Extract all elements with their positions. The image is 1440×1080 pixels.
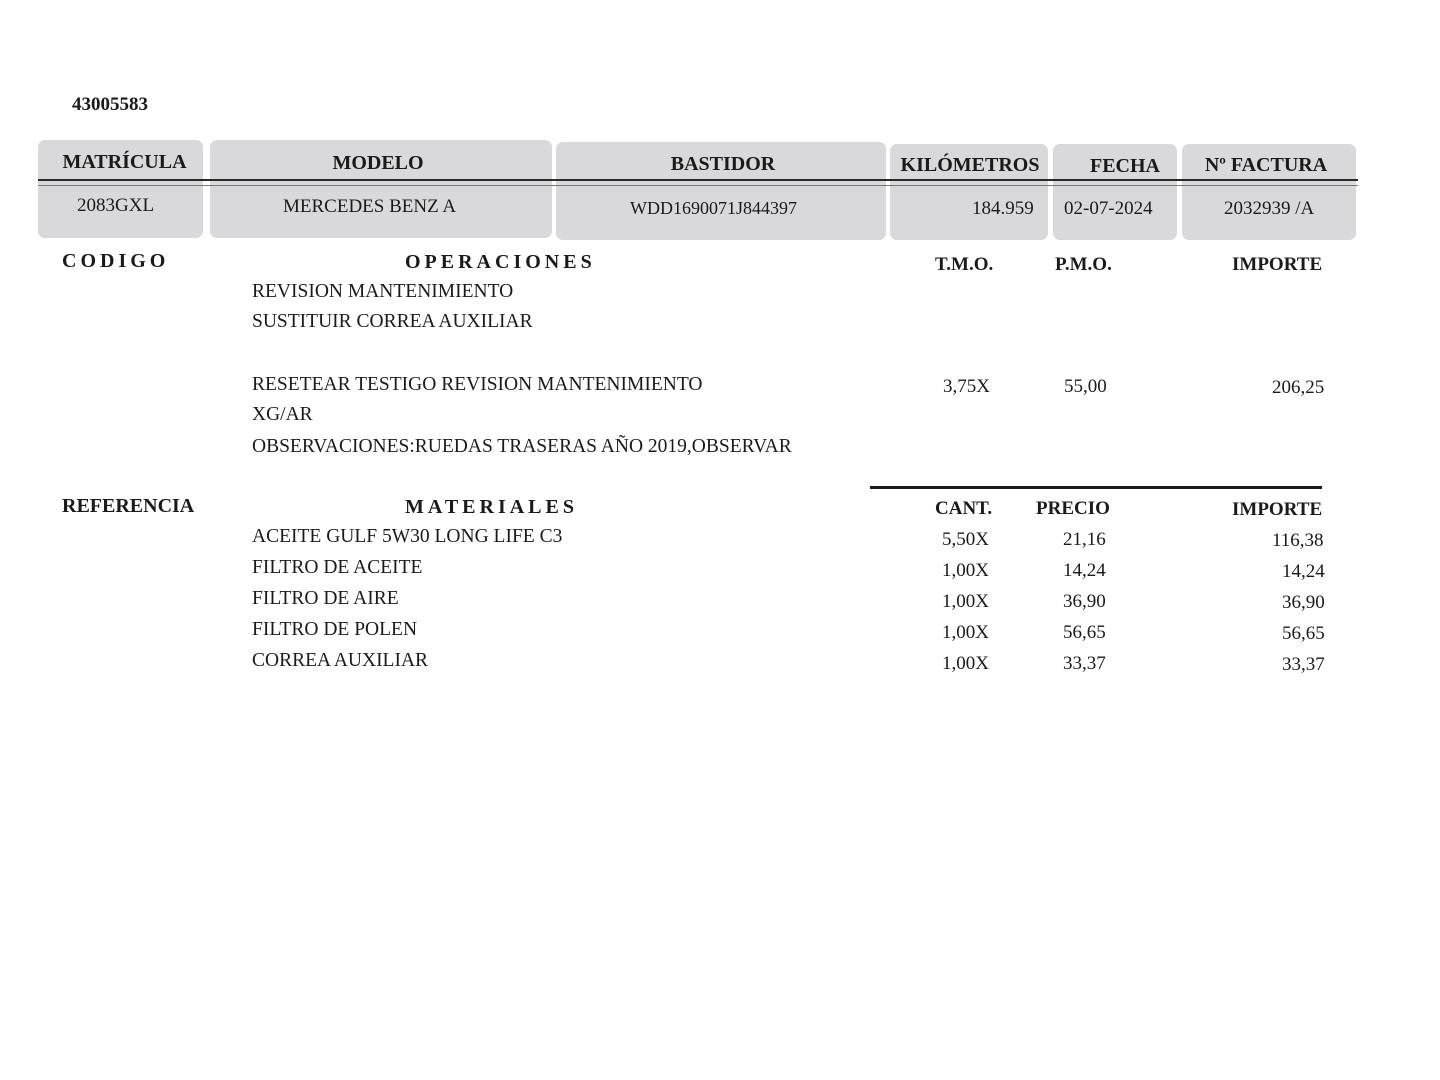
material-desc: CORREA AUXILIAR bbox=[252, 650, 429, 671]
bastidor-label: BASTIDOR bbox=[670, 153, 776, 175]
material-precio: 36,90 bbox=[1063, 591, 1106, 612]
operaciones-heading: OPERACIONES bbox=[405, 251, 596, 273]
material-precio: 14,24 bbox=[1063, 560, 1106, 581]
operations-importe-heading: IMPORTE bbox=[1232, 254, 1323, 275]
modelo-value: MERCEDES BENZ A bbox=[283, 196, 457, 217]
header-divider-bottom bbox=[38, 185, 1358, 186]
materiales-heading: MATERIALES bbox=[405, 496, 578, 518]
materials-divider bbox=[870, 486, 1322, 489]
material-desc: FILTRO DE POLEN bbox=[252, 619, 418, 640]
material-importe: 56,65 bbox=[1282, 623, 1325, 644]
header-divider-top bbox=[38, 179, 1358, 181]
material-desc: FILTRO DE AIRE bbox=[252, 588, 399, 609]
operation-line: SUSTITUIR CORREA AUXILIAR bbox=[252, 311, 533, 332]
material-precio: 33,37 bbox=[1063, 653, 1106, 674]
document-number: 43005583 bbox=[72, 94, 148, 115]
matricula-value: 2083GXL bbox=[77, 195, 155, 216]
kilometros-value: 184.959 bbox=[972, 198, 1034, 219]
material-desc: FILTRO DE ACEITE bbox=[252, 557, 423, 578]
material-precio: 21,16 bbox=[1063, 529, 1106, 550]
cant-heading: CANT. bbox=[935, 498, 993, 519]
fecha-label: FECHA bbox=[1090, 155, 1160, 177]
material-importe: 36,90 bbox=[1282, 592, 1325, 613]
materials-importe-heading: IMPORTE bbox=[1232, 499, 1323, 520]
material-importe: 33,37 bbox=[1282, 654, 1325, 675]
kilometros-label: KILÓMETROS bbox=[900, 154, 1040, 176]
operation-pmo: 55,00 bbox=[1064, 376, 1107, 397]
bastidor-value: WDD1690071J844397 bbox=[630, 198, 797, 218]
material-precio: 56,65 bbox=[1063, 622, 1106, 643]
referencia-heading: REFERENCIA bbox=[62, 495, 195, 517]
material-desc: ACEITE GULF 5W30 LONG LIFE C3 bbox=[252, 526, 563, 547]
tmo-heading: T.M.O. bbox=[935, 254, 994, 275]
material-importe: 116,38 bbox=[1272, 530, 1324, 551]
operation-importe: 206,25 bbox=[1272, 377, 1325, 398]
operation-line: RESETEAR TESTIGO REVISION MANTENIMIENTO bbox=[252, 374, 703, 395]
modelo-label: MODELO bbox=[332, 152, 424, 174]
pmo-heading: P.M.O. bbox=[1055, 254, 1112, 275]
material-importe: 14,24 bbox=[1282, 561, 1325, 582]
matricula-label: MATRÍCULA bbox=[62, 151, 187, 173]
codigo-heading: CODIGO bbox=[62, 250, 170, 272]
operation-line: REVISION MANTENIMIENTO bbox=[252, 281, 514, 302]
material-cant: 1,00X bbox=[942, 591, 989, 612]
material-cant: 1,00X bbox=[942, 560, 989, 581]
material-cant: 1,00X bbox=[942, 653, 989, 674]
operation-line: OBSERVACIONES:RUEDAS TRASERAS AÑO 2019,OBSERVAR bbox=[252, 436, 792, 457]
factura-label: Nº FACTURA bbox=[1204, 154, 1328, 176]
material-cant: 1,00X bbox=[942, 622, 989, 643]
factura-value: 2032939 /A bbox=[1224, 198, 1315, 219]
material-cant: 5,50X bbox=[942, 529, 989, 550]
operation-tmo: 3,75X bbox=[943, 376, 990, 397]
operation-line: XG/AR bbox=[252, 404, 313, 425]
precio-heading: PRECIO bbox=[1036, 498, 1110, 519]
fecha-value: 02-07-2024 bbox=[1064, 198, 1153, 219]
